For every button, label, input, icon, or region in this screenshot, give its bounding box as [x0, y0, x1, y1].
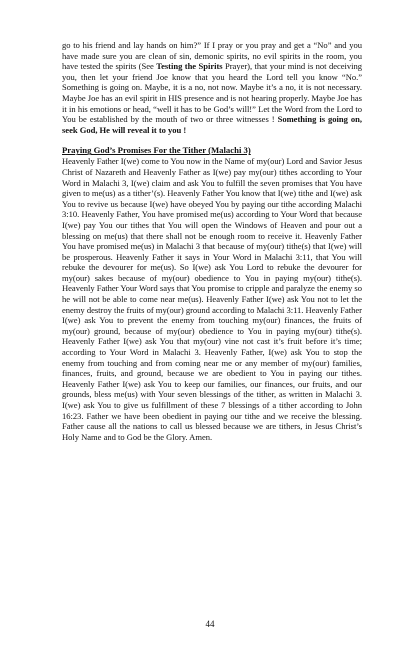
intro-text-2: Prayer), that your mind is not deceiving you, then let your friend Joe know that you heard the Lord tell you know “No.” Something is going on. Maybe, it is a no, not now. Maybe it’s a no, it is not necessary. Maybe Joe has an evil spirit in HIS presence and is not hearing properly. Maybe Joe has it in his emotions or head, “well it has to be God’s will!” Let the Word from the Lord to You be established by the mouth of two or three witnesses ! [62, 61, 362, 125]
document-page [62, 40, 362, 442]
intro-closing-bold: Something is going on, seek God, He will reveal it to you ! [62, 114, 362, 135]
paragraph-intro [62, 40, 362, 135]
prayer-paragraph: Heavenly Father I(we) come to You now in the Name of my(our) Lord and Savior Jesus Christ of Nazareth and Heavenly Father as I(we) pay my(our) tithes according to Your Word in Malachi 3, I(we) claim and ask You to fulfill the seven promises that You have given to me(us) as a tither’(s). Heavenly Father You know that I(we) tithe and I(we) ask You to revive us because I(we) have obeyed You by paying our tithe according Malachi 3:10. Heavenly Father, You have promised me(us) according to Your Word that because I(we) pay You our tithes that You will open the Windows of Heaven and pour out a blessing on me(us) that there shall not be enough room to receive it. Heavenly Father You have promised me(us) in Malachi 3 that because of my(our) tithe(s) that I(we) will be prosperous. Heavenly Father it says in Your Word in Malachi 3:11, that You will rebuke the devourer for me(us). So I(we) ask You Lord to rebuke the devourer for my(our) sakes because of my(our) obedience to You in paying my(our) tithe(s). Heavenly Father Your Word says that You promise to cripple and paralyze the enemy so he will not be able to come near me(us). Heavenly Father I(we) ask You not to let the enemy destroy the fruits of my(our) ground according to Malachi 3:11. Heavenly Father I(we) ask You to prevent the enemy from touching my(our) finances, the fruits of my(our) ground, because of my(our) obedience to You in paying my(our) tithe(s). Heavenly Father I(we) ask You that my(our) vine not cast it’s fruit before it’s time; according to Your Word in Malachi 3. Heavenly Father, I(we) ask You to stop the enemy from touching and from coming near me or any member of my(our) families, finances, fruits, and ground, because we are obedient to You in paying our tithes. Heavenly Father I(we) ask You to keep our families, our finances, our fruits, and our grounds, bless me(us) with Your seven blessings of the tither, as written in Malachi 3. I(we) ask You to give us fulfillment of these 7 blessings of a tither according to John 16:23. Father we have been obedient in paying our tithe and we receive the blessing. Father cause all the nations to call us blessed because we are tithers, in Jesus Christ’s Holy Name and to God be the Glory. Amen. [62, 156, 362, 442]
page-number: 44 [205, 619, 215, 629]
intro-text-1: go to his friend and lay hands on him?” If I pray or you pray and get a “No” and you have made sure you are clean of sin, demonic spirits, no evil spirits in the room, you have tested the spirits (See [62, 40, 362, 72]
section-heading: Praying God’s Promises For the Tither (Malachi 3) [62, 145, 251, 156]
testing-spirits-ref: Testing the Spirits [156, 61, 223, 72]
